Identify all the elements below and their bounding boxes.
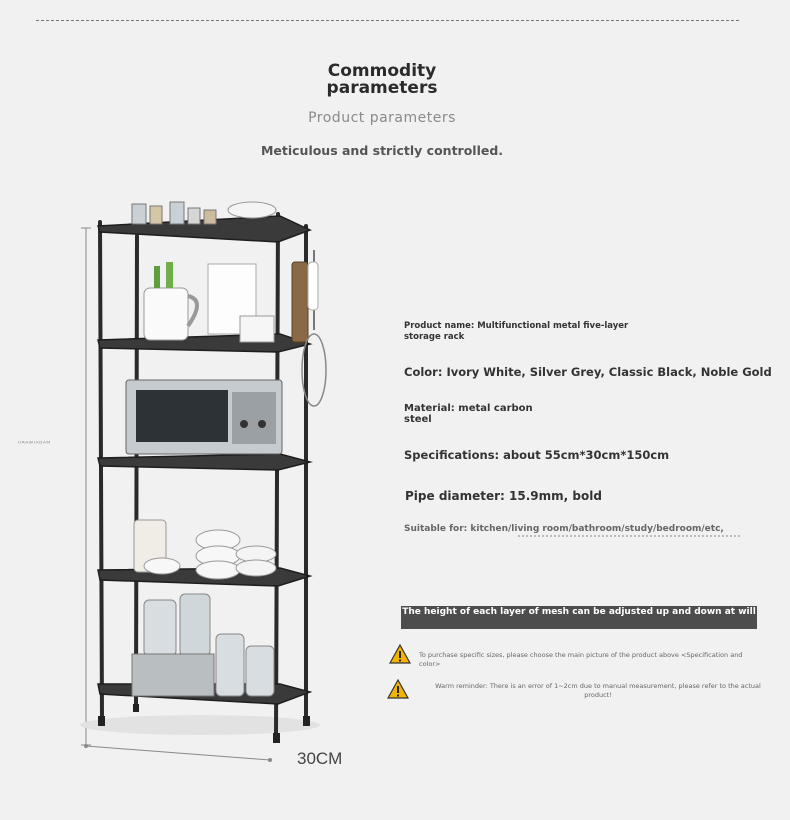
floor-shadow	[80, 715, 320, 735]
depth-dimension-line	[84, 744, 272, 762]
microwave	[126, 380, 282, 454]
tagline: Meticulous and strictly controlled.	[260, 143, 504, 158]
height-dimension-label: ᵁᴿᴬᵂᴵᴬᴰᴬᴹ	[18, 440, 51, 448]
warning-triangle-icon	[389, 644, 411, 664]
side-hooks	[292, 250, 326, 406]
param-color: Color: Ivory White, Silver Grey, Classic Black, Noble Gold	[404, 365, 772, 379]
title-line-2: parameters	[326, 78, 438, 98]
bowls	[134, 520, 276, 579]
warning-text-sizes: To purchase specific sizes, please choose the main picture of the product above <Specification and color>	[419, 651, 743, 668]
param-pipe-diameter: Pipe diameter: 15.9mm, bold	[405, 489, 602, 503]
faint-dotted-line	[518, 535, 740, 540]
param-suitable-for: Suitable for: kitchen/living room/bathroom/study/bedroom/etc,	[404, 524, 724, 534]
height-dimension-line	[81, 228, 91, 745]
depth-dimension-label: 30CM	[297, 749, 343, 768]
param-material: Material: metal carbon steel	[404, 403, 533, 425]
pitcher-and-utensils	[144, 262, 274, 342]
storage-jars-and-box	[132, 594, 274, 696]
title-line-1: Commodity	[327, 61, 437, 81]
adjustable-layers-banner: The height of each layer of mesh can be adjusted up and down at will	[401, 606, 757, 629]
warning-text-measurement: Warm reminder: There is an error of 1~2cm due to manual measurement, please refer to the actual product!	[435, 682, 761, 699]
warning-triangle-icon	[387, 679, 409, 699]
param-product-name: Product name: Multifunctional metal five-layer storage rack	[404, 321, 629, 342]
page-subtitle: Product parameters	[308, 110, 456, 126]
param-specifications: Specifications: about 55cm*30cm*150cm	[404, 448, 670, 462]
